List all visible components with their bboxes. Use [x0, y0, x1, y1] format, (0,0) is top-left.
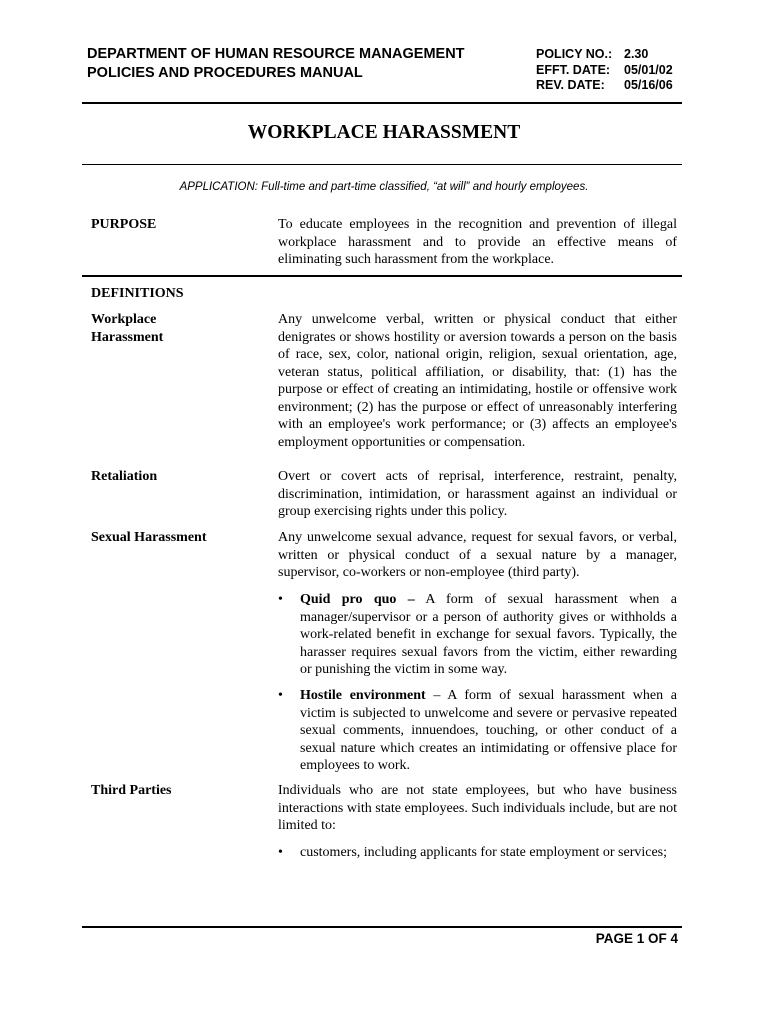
- header-divider: [82, 102, 682, 104]
- purpose-text: To educate employees in the recognition and prevention of illegal workplace harassment and to provide an effective means of eliminating such harassment from the workplace.: [278, 217, 677, 267]
- quid-pro-quo-item: [278, 591, 677, 679]
- workplace-harassment-label-line2: Harassment: [91, 329, 164, 345]
- quid-pro-quo-description: A form of sexual harassment when a manager/supervisor or a person of authority gives or withholds a work-related benefit in exchange for sexual favors. Typically, the harasser requires sexual favors from the victim, either rewarding or punishing the victim in some way.: [300, 592, 677, 677]
- bullet-glyph: •: [278, 688, 283, 703]
- title-divider: [82, 164, 682, 165]
- hostile-environment-description: – A form of sexual harassment when a victim is subjected to unwelcome and severe or pervasive repeated sexual comments, innuendoes, touching, or other conduct of a sexual nature which creates an intimidating or offensive place for employees to work.: [300, 688, 677, 773]
- bullet-glyph: •: [278, 845, 283, 860]
- document-header: [87, 45, 465, 83]
- revision-date-value: 05/16/06: [624, 78, 673, 92]
- revision-date-label: REV. DATE:: [536, 78, 605, 92]
- third-parties-label: Third Parties: [91, 783, 172, 798]
- customers-item: [278, 844, 677, 862]
- revision-date-row: [536, 78, 673, 94]
- hostile-environment-term: Hostile environment: [300, 688, 426, 703]
- sexual-harassment-label: Sexual Harassment: [91, 530, 207, 545]
- workplace-harassment-label-line1: Workplace: [91, 312, 157, 327]
- sexual-harassment-text: Any unwelcome sexual advance, request for sexual favors, or verbal, written or physical conduct of a sexual nature by a manager, supervisor, co-workers or non-employee (third party).: [278, 530, 677, 580]
- effective-date-value: 05/01/02: [624, 62, 673, 77]
- customers-text: customers, including applicants for state employment or services;: [300, 845, 668, 860]
- policy-no-label: POLICY NO.:: [536, 47, 613, 61]
- workplace-harassment-text: Any unwelcome verbal, written or physical conduct that either denigrates or shows hostility or aversion towards a person on the basis of race, sex, color, national origin, religion, sexual orientation, age, veteran status, political affiliation, or disability, that: (1) has the purpose or effect of creating an intimidating, hostile or offensive work environment; (2) has the purpose or effect of unreasonably interfering with an employee's work performance; or (3) affects an employee's employment opportunities or compensation.: [278, 312, 677, 450]
- footer-divider: [82, 926, 682, 928]
- retaliation-text: Overt or covert acts of reprisal, interference, restraint, penalty, discrimination, intimidation, or harassment against an individual or group exercising rights under this policy.: [278, 469, 677, 519]
- effective-date-row: [536, 63, 673, 79]
- hostile-environment-item: [278, 687, 677, 775]
- bullet-glyph: •: [278, 592, 283, 607]
- policy-no-value: 2.30: [624, 47, 649, 61]
- third-parties-text: Individuals who are not state employees, but who have business interactions with state employees. Such individuals include, but are not limited to:: [278, 783, 677, 833]
- policy-info: [536, 47, 673, 94]
- application-note: APPLICATION: Full-time and part-time classified, “at will” and hourly employees.: [179, 181, 589, 193]
- retaliation-label: Retaliation: [91, 469, 158, 484]
- department-name: DEPARTMENT OF HUMAN RESOURCE MANAGEMENT: [87, 46, 465, 62]
- policy-no-row: [536, 47, 673, 63]
- definitions-label: DEFINITIONS: [91, 286, 184, 301]
- purpose-label: PURPOSE: [91, 217, 157, 232]
- purpose-divider: [82, 275, 682, 277]
- quid-pro-quo-text: [300, 591, 677, 679]
- workplace-harassment-label: [91, 311, 261, 346]
- manual-name: POLICIES AND PROCEDURES MANUAL: [87, 65, 363, 81]
- page-number: PAGE 1 OF 4: [595, 931, 678, 946]
- document-title: WORKPLACE HARASSMENT: [247, 122, 521, 143]
- hostile-environment-text: [300, 687, 677, 775]
- quid-pro-quo-term: Quid pro quo –: [300, 592, 415, 607]
- effective-date-label: EFFT. DATE:: [536, 62, 611, 77]
